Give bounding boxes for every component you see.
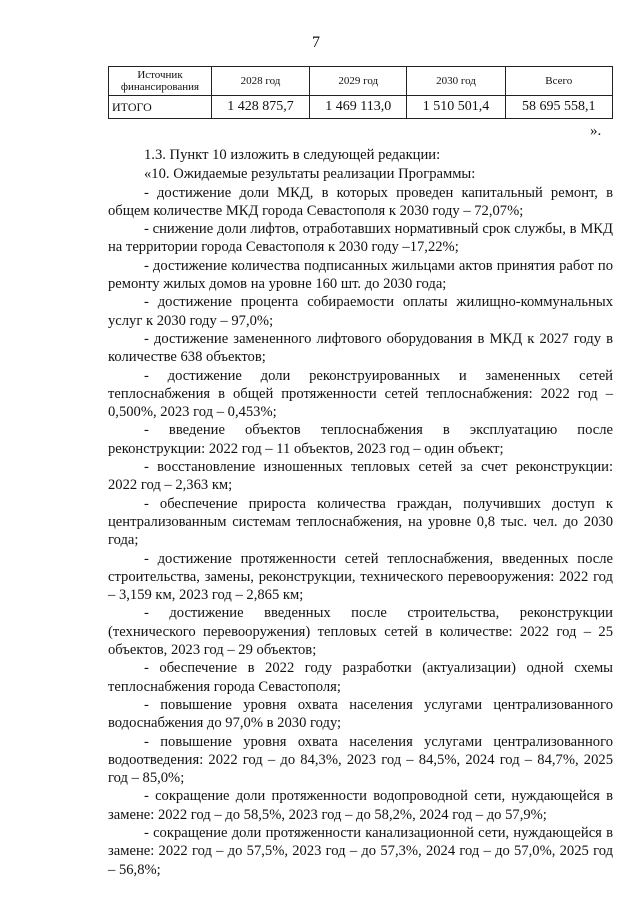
- table-row: [109, 96, 613, 119]
- section-heading: 1.3. Пункт 10 изложить в следующей редакции:: [144, 147, 441, 163]
- table-header-cell: Источник финансирования: [109, 67, 212, 96]
- table-header-cell: Всего: [505, 67, 612, 96]
- list-item: - достижение доли МКД, в которых проведен капитальный ремонт, в общем количестве МКД города Севастополя к 2030 году – 72,07%;: [108, 184, 613, 219]
- financing-table: [108, 66, 613, 119]
- list-item: - повышение уровня охвата населения услугами централизованного водоотведения: 2022 год – до 84,3%, 2023 год – 84,5%, 2024 год – 84,7%, 2025 год – 85,0%;: [108, 733, 613, 787]
- list-item: - обеспечение прироста количества граждан, получивших доступ к централизованным системам теплоснабжения, на уровне 0,8 тыс. чел. до 2030 года;: [108, 495, 613, 549]
- list-item: - достижение доли реконструированных и замененных сетей теплоснабжения в общей протяженности сетей теплоснабжения: 2022 год – 0,500%, 2023 год – 0,453%;: [108, 367, 613, 421]
- list-item: - восстановление изношенных тепловых сетей за счет реконструкции: 2022 год – 2,363 км;: [108, 459, 613, 494]
- table-cell: 1 510 501,4: [407, 96, 505, 119]
- list-item: - достижение замененного лифтового оборудования в МКД к 2027 году в количестве 638 объектов;: [108, 330, 613, 366]
- list-item: - повышение уровня охвата населения услугами централизованного водоснабжения до 97,0% в 2030 году;: [108, 696, 613, 732]
- list-item: - обеспечение в 2022 году разработки (актуализации) одной схемы теплоснабжения города Севастополя;: [108, 660, 613, 695]
- list-item: - достижение введенных после строительства, реконструкции (технического перевооружения) тепловых сетей в количестве: 2022 год – 25 объектов, 2023 год – 29 объектов;: [108, 605, 613, 659]
- list-item: - сокращение доли протяженности канализационной сети, нуждающейся в замене: 2022 год – до 57,5%, 2023 год – до 57,3%, 2024 год – до 57,0%, 2025 год – 56,8%;: [108, 824, 613, 878]
- table-header-cell: 2028 год: [212, 67, 310, 96]
- list-item: - сокращение доли протяженности водопроводной сети, нуждающейся в замене: 2022 год – до 58,5%, 2023 год – до 58,2%, 2024 год – до 57,9%;: [108, 788, 613, 823]
- list-item: - достижение протяженности сетей теплоснабжения, введенных после строительства, замены, реконструкции, технического перевооружения: 2022 год – 3,159 км, 2023 год – 2,865 км;: [108, 550, 613, 604]
- list-item: - введение объектов теплоснабжения в эксплуатацию после реконструкции: 2022 год – 11 объектов, 2023 год – один объект;: [108, 422, 613, 457]
- table-cell: ИТОГО: [109, 96, 212, 119]
- table-header-cell: 2030 год: [407, 67, 505, 96]
- list-item: - снижение доли лифтов, отработавших нормативный срок службы, в МКД на территории города Севастополя к 2030 году –17,22%;: [108, 221, 613, 256]
- table-cell: 1 428 875,7: [212, 96, 310, 119]
- page-number: 7: [312, 34, 320, 51]
- paragraph: «10. Ожидаемые результаты реализации Программы:: [144, 166, 476, 183]
- closing-quote: ».: [590, 123, 602, 139]
- table-cell: 58 695 558,1: [505, 96, 612, 119]
- list-item: - достижение процента собираемости оплаты жилищно-коммунальных услуг к 2030 году – 97,0%;: [108, 294, 613, 329]
- list-item: - достижение количества подписанных жильцами актов принятия работ по ремонту жилых домов на уровне 160 шт. до 2030 года;: [108, 257, 613, 293]
- table-header-cell: 2029 год: [310, 67, 407, 96]
- table-cell: 1 469 113,0: [310, 96, 407, 119]
- document-body: [108, 146, 613, 879]
- table-header-row: [109, 67, 613, 96]
